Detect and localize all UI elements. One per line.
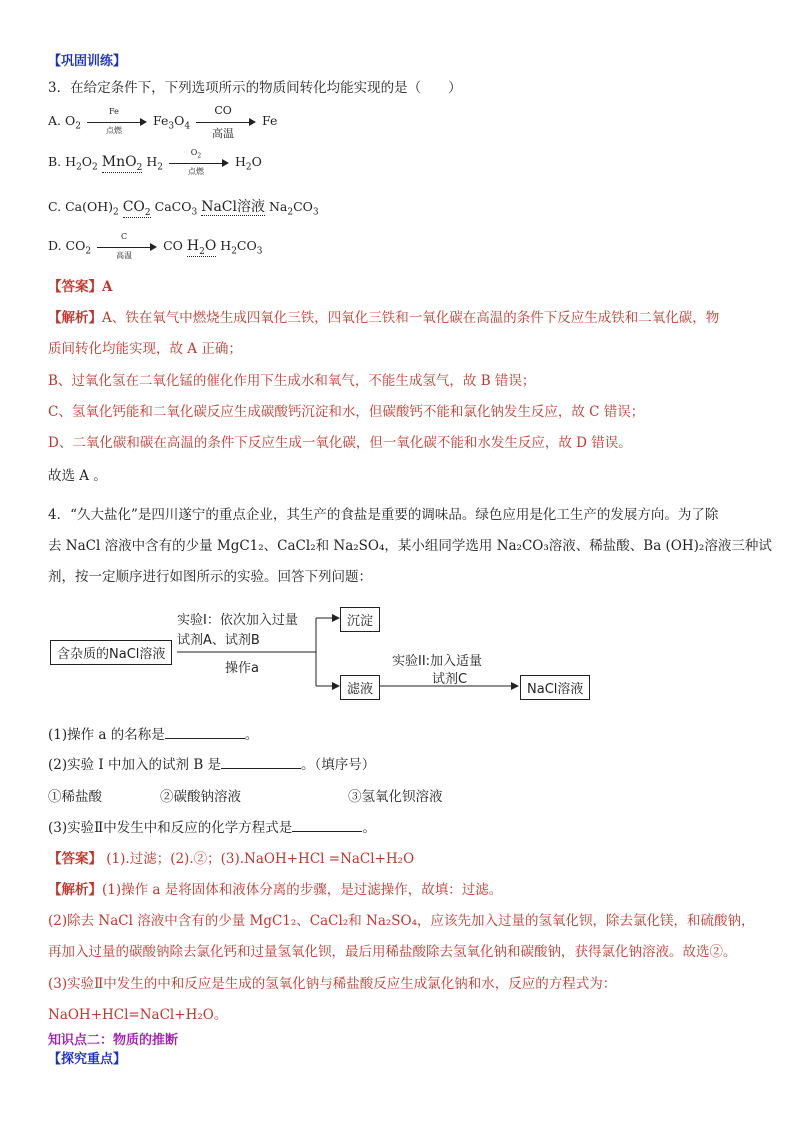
q4-analysis-line5: NaOH+HCl=NaCl+H₂O。 [48, 1007, 228, 1023]
formula: CO [236, 238, 257, 253]
q3-analysis-line1b: 质间转化均能实现，故 A 正确； [48, 341, 242, 357]
reaction-arrow [87, 106, 147, 135]
formula: H [234, 154, 246, 169]
q4-sub1 [48, 723, 258, 743]
q4-stem-line1: 4．“久大盐化”是四川遂宁的重点企业，其生产的食盐是重要的调味品。绿色应用是化工生产的发展方向。为了除 [48, 507, 719, 523]
q3-option-d [48, 231, 263, 260]
option-label: D. [48, 238, 62, 253]
subscript: 2 [76, 162, 82, 173]
formula: O [174, 113, 185, 128]
condition-nacl [201, 196, 265, 216]
answer-blank [292, 819, 362, 832]
question-text: (2)实验 I 中加入的试剂 B 是 [48, 757, 222, 773]
q3-option-c [48, 196, 319, 218]
formula: CO [293, 199, 313, 214]
formula: Fe [152, 113, 169, 128]
exp1-label-line1: 实验I：依次加入过量 [177, 613, 298, 628]
reaction-arrow [169, 147, 229, 176]
arrow-condition [169, 148, 223, 160]
arrow-condition: 高温 [212, 126, 235, 140]
analysis-label: 【解析】 [48, 310, 102, 326]
subscript: 2 [75, 121, 81, 132]
condition-text: MnO [101, 154, 137, 170]
option-label: C. [48, 199, 62, 214]
arrow-condition: 点燃 [105, 125, 122, 135]
subscript: 2 [92, 162, 98, 173]
formula: Ca(OH) [65, 199, 113, 214]
formula: O [65, 113, 76, 128]
subscript: 2 [157, 162, 163, 173]
q3-stem: 3．在给定条件下，下列选项所示的物质间转化均能实现的是（ ） [48, 80, 462, 96]
arrow-condition: Fe [109, 106, 119, 116]
formula: H [65, 154, 77, 169]
question-text: (3)实验Ⅱ中发生中和反应的化学方程式是 [48, 820, 293, 836]
reaction-arrow [97, 231, 157, 260]
arrow-condition-text: O [190, 147, 198, 157]
q4-stem-line3: 剂，按一定顺序进行如图所示的实验。回答下列问题： [48, 569, 372, 585]
analysis-text: A、铁在氧气中燃烧生成四氧化三铁，四氧化三铁和一氧化碳在高温的条件下反应生成铁和二氧化碳，物 [102, 310, 720, 326]
question-text: 。 [362, 820, 376, 836]
exp1-label-line2: 试剂A、试剂B [177, 633, 260, 648]
subscript: 2 [85, 246, 92, 257]
reaction-arrow [196, 103, 256, 140]
q3-option-a [48, 103, 278, 140]
subscript: 2 [199, 246, 205, 257]
subscript: 2 [231, 246, 237, 257]
formula: O [251, 154, 262, 169]
q3-analysis-line4: D、二氧化碳和碳在高温的条件下反应生成一氧化碳，但一氧化碳不能和水发生反应，故 D 错误。 [48, 435, 632, 451]
answer-text: (1).过滤；(2).②；(3).NaOH+HCl =NaCl+H₂O [102, 851, 415, 867]
q4-analysis-line2: (2)除去 NaCl 溶液中含有的少量 MgC1₂、CaCl₂和 Na₂SO₄，应该先加入过量的氢氧化钡，除去氯化镁，和硫酸钠， [48, 913, 755, 929]
analysis-text: (1)操作 a 是将固体和液体分离的步骤，是过滤操作，故填：过滤。 [102, 882, 503, 898]
subscript: 3 [312, 207, 319, 218]
q3-answer: 【答案】A [48, 279, 113, 295]
question-text: 。（填序号） [301, 757, 376, 773]
question-text: (1)操作 a 的名称是 [48, 727, 165, 743]
condition-text: CO [122, 199, 145, 215]
formula: O [81, 154, 93, 169]
formula: H [220, 238, 232, 253]
condition-text: O [204, 238, 217, 254]
subscript: 4 [184, 121, 191, 132]
q3-conclusion: 故选 A 。 [48, 468, 107, 484]
subscript: 3 [191, 207, 198, 218]
q4-option-2: ②碳酸钠溶液 [160, 789, 241, 805]
subscript: 2 [113, 207, 119, 218]
q4-sub2 [48, 753, 375, 773]
section-heading-practice: 【巩固训练】 [48, 54, 127, 69]
exp2-label-line1: 实验II:加入适量 [392, 654, 483, 669]
q4-answer [48, 847, 414, 867]
subscript: 2 [136, 162, 143, 173]
exp2-label-line2: 试剂C [432, 672, 468, 687]
experiment-flow-diagram [50, 605, 610, 695]
section-heading-key-points: 【探究重点】 [48, 1052, 127, 1067]
formula: CO [163, 238, 183, 253]
condition-mno2 [102, 154, 143, 173]
arrow-condition: CO [214, 103, 232, 117]
subscript: 3 [168, 121, 175, 132]
q4-analysis-line1 [48, 878, 502, 898]
arrow-condition: C [121, 231, 128, 241]
q4-option-3: ③氢氧化钡溶液 [348, 789, 443, 805]
arrow-condition: 高温 [116, 250, 133, 260]
q4-analysis-line4: (3)实验Ⅱ中发生的中和反应是生成的氢氧化钠与稀盐酸反应生成氯化钠和水，反应的方程式为： [48, 976, 617, 992]
box-filtrate: 滤液 [340, 675, 380, 700]
q3-analysis-line2: B、过氧化氢在二氧化锰的催化作用下生成水和氧气，不能生成氢气，故 B 错误； [48, 373, 536, 389]
section-heading-inference: 知识点二：物质的推断 [48, 1033, 179, 1048]
box-precipitate: 沉淀 [340, 607, 380, 632]
condition-text: NaCl溶液 [201, 199, 265, 215]
question-text: 。 [244, 727, 259, 743]
subscript: 2 [144, 207, 151, 218]
formula: H [146, 154, 158, 169]
arrow-condition: 点燃 [187, 166, 204, 176]
analysis-label: 【解析】 [48, 882, 102, 898]
box-impure-nacl: 含杂质的NaCl溶液 [50, 640, 172, 665]
q4-sub3 [48, 816, 376, 836]
subscript: 2 [287, 207, 294, 218]
formula: Fe [262, 113, 278, 128]
q3-analysis-line3: C、氢氧化钙能和二氧化碳反应生成碳酸钙沉淀和水，但碳酸钙不能和氯化钠发生反应，故 C 错误； [48, 404, 645, 420]
option-label: B. [48, 154, 62, 169]
operation-a-label: 操作a [225, 661, 259, 676]
condition-co2 [123, 199, 151, 218]
q4-stem-line2: 去 NaCl 溶液中含有的少量 MgC1₂、CaCl₂和 Na₂SO₄，某小组同学选用 Na₂CO₃溶液、稀盐酸、Ba (OH)₂溶液三种试 [48, 538, 772, 554]
box-pure-nacl: NaCl溶液 [520, 675, 590, 700]
subscript: 3 [256, 246, 263, 257]
answer-label: 【答案】 [48, 851, 102, 867]
formula: Na [268, 199, 288, 214]
q4-analysis-line3: 再加入过量的碳酸钠除去氯化钙和过量氢氧化钡，最后用稀盐酸除去氢氧化钠和碳酸钠，获得氯化钠溶液。故选②。 [48, 944, 737, 960]
q3-option-b [48, 147, 262, 176]
option-label: A. [48, 113, 62, 128]
q3-analysis-line1 [48, 306, 719, 326]
q4-option-1: ①稀盐酸 [48, 789, 102, 805]
condition-text: H [186, 238, 200, 254]
answer-blank [221, 756, 301, 769]
subscript: 2 [245, 162, 252, 173]
formula: CaCO [154, 199, 192, 214]
formula: CO [65, 238, 86, 253]
condition-h2o [187, 238, 216, 257]
answer-blank [165, 726, 245, 739]
subscript: 2 [197, 152, 202, 160]
